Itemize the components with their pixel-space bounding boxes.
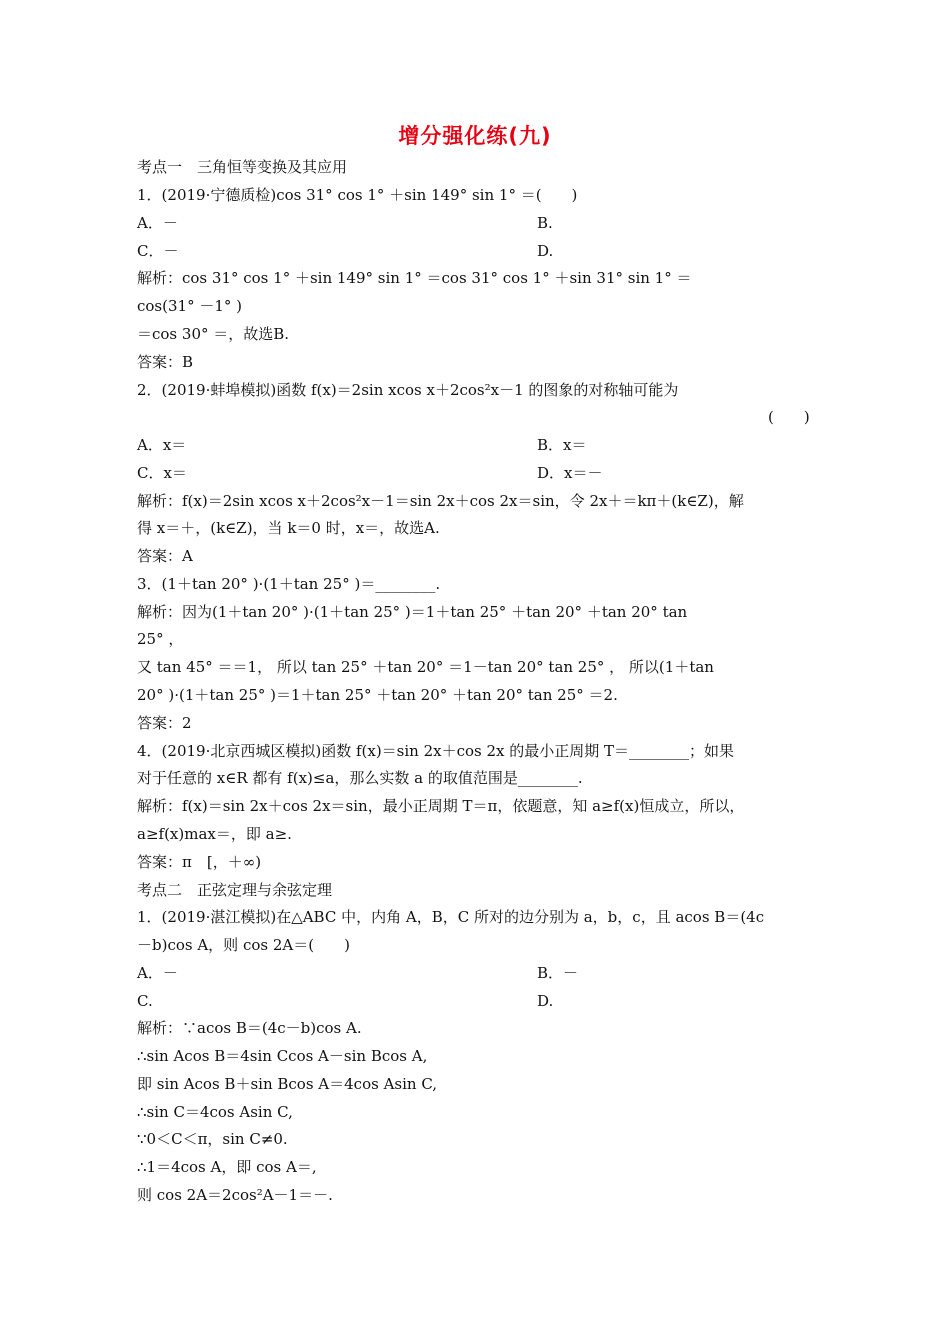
q1-stem: 1．(2019·宁德质检)cos 31° cos 1° ＋sin 149° sin 1° ＝( ): [137, 186, 578, 204]
q2-option-c: C．x＝: [137, 464, 187, 482]
q1-option-d: D.: [537, 242, 554, 260]
q2-solution-line: 得 x＝＋，(k∈Z)，当 k＝0 时，x＝，故选A.: [137, 519, 440, 537]
s2-q1-option-d: D.: [537, 992, 554, 1010]
s2-q1-solution-line: 即 sin Acos B＋sin Bcos A＝4cos Asin C,: [137, 1075, 438, 1093]
s2-q1-solution-line: 则 cos 2A＝2cos²A－1＝－.: [137, 1186, 333, 1204]
q1-option-b: B.: [537, 214, 553, 232]
s2-q1-stem-line: 1．(2019·湛江模拟)在△ABC 中，内角 A，B，C 所对的边分别为 a，b，c，且 acos B＝(4c: [137, 908, 765, 926]
q1-solution-line: ＝cos 30° ＝，故选B.: [137, 325, 290, 343]
q2-answer-paren: ( ): [768, 408, 810, 426]
q2-solution-line: 解析：f(x)＝2sin xcos x＋2cos²x－1＝sin 2x＋cos 2x＝sin，令 2x＋＝kπ＋(k∈Z)，解: [137, 492, 744, 510]
q2-option-d: D．x＝－: [537, 464, 603, 482]
q2-answer: 答案：A: [137, 547, 193, 565]
q3-solution-line: 解析：因为(1＋tan 20° )·(1＋tan 25° )＝1＋tan 25° ＋tan 20° ＋tan 20° tan: [137, 603, 688, 621]
q3-stem: 3．(1＋tan 20° )·(1＋tan 25° )＝________.: [137, 575, 441, 593]
q2-option-a: A．x＝: [137, 436, 187, 454]
q1-solution-line: 解析：cos 31° cos 1° ＋sin 149° sin 1° ＝cos 31° cos 1° ＋sin 31° sin 1° ＝: [137, 269, 692, 287]
q4-answer: 答案：π [，＋∞): [137, 853, 262, 871]
s2-q1-stem-line: －b)cos A，则 cos 2A＝( ): [137, 936, 350, 954]
q2-option-b: B．x＝: [537, 436, 587, 454]
q3-solution-line: 25° ，: [137, 630, 184, 648]
s2-q1-solution-line: ∴1＝4cos A，即 cos A＝,: [137, 1158, 317, 1176]
s2-q1-solution-line: 解析：∵acos B＝(4c－b)cos A.: [137, 1019, 362, 1037]
q3-solution-line: 又 tan 45° ＝＝1， 所以 tan 25° ＋tan 20° ＝1－tan 20° tan 25° ， 所以(1＋tan: [137, 658, 714, 676]
q2-stem: 2．(2019·蚌埠模拟)函数 f(x)＝2sin xcos x＋2cos²x－1 的图象的对称轴可能为: [137, 381, 679, 399]
s2-q1-solution-line: ∴sin C＝4cos Asin C,: [137, 1103, 293, 1121]
section-heading-1: 考点一 三角恒等变换及其应用: [137, 158, 348, 176]
q3-solution-line: 20° )·(1＋tan 25° )＝1＋tan 25° ＋tan 20° ＋tan 20° tan 25° ＝2.: [137, 686, 618, 704]
q3-answer: 答案：2: [137, 714, 192, 732]
section-heading-2: 考点二 正弦定理与余弦定理: [137, 881, 333, 899]
page-title: 增分强化练(九): [398, 124, 552, 148]
s2-q1-option-b: B．－: [537, 964, 579, 982]
s2-q1-option-a: A．－: [137, 964, 178, 982]
s2-q1-solution-line: ∴sin Acos B＝4sin Ccos A－sin Bcos A,: [137, 1047, 428, 1065]
q4-stem-line: 对于任意的 x∈R 都有 f(x)≤a，那么实数 a 的取值范围是________.: [137, 769, 583, 787]
q1-answer: 答案：B: [137, 353, 194, 371]
q1-option-a: A．－: [137, 214, 178, 232]
q4-solution-line: 解析：f(x)＝sin 2x＋cos 2x＝sin，最小正周期 T＝π，依题意，知 a≥f(x)恒成立，所以，: [137, 797, 745, 815]
q1-solution-line: cos(31° －1° ): [137, 297, 243, 315]
q4-solution-line: a≥f(x)max＝，即 a≥.: [137, 825, 292, 843]
q1-option-c: C．－: [137, 242, 179, 260]
s2-q1-option-c: C.: [137, 992, 153, 1010]
s2-q1-solution-line: ∵0＜C＜π，sin C≠0.: [137, 1130, 288, 1148]
q4-stem-line: 4．(2019·北京西城区模拟)函数 f(x)＝sin 2x＋cos 2x 的最小正周期 T＝________；如果: [137, 742, 735, 760]
